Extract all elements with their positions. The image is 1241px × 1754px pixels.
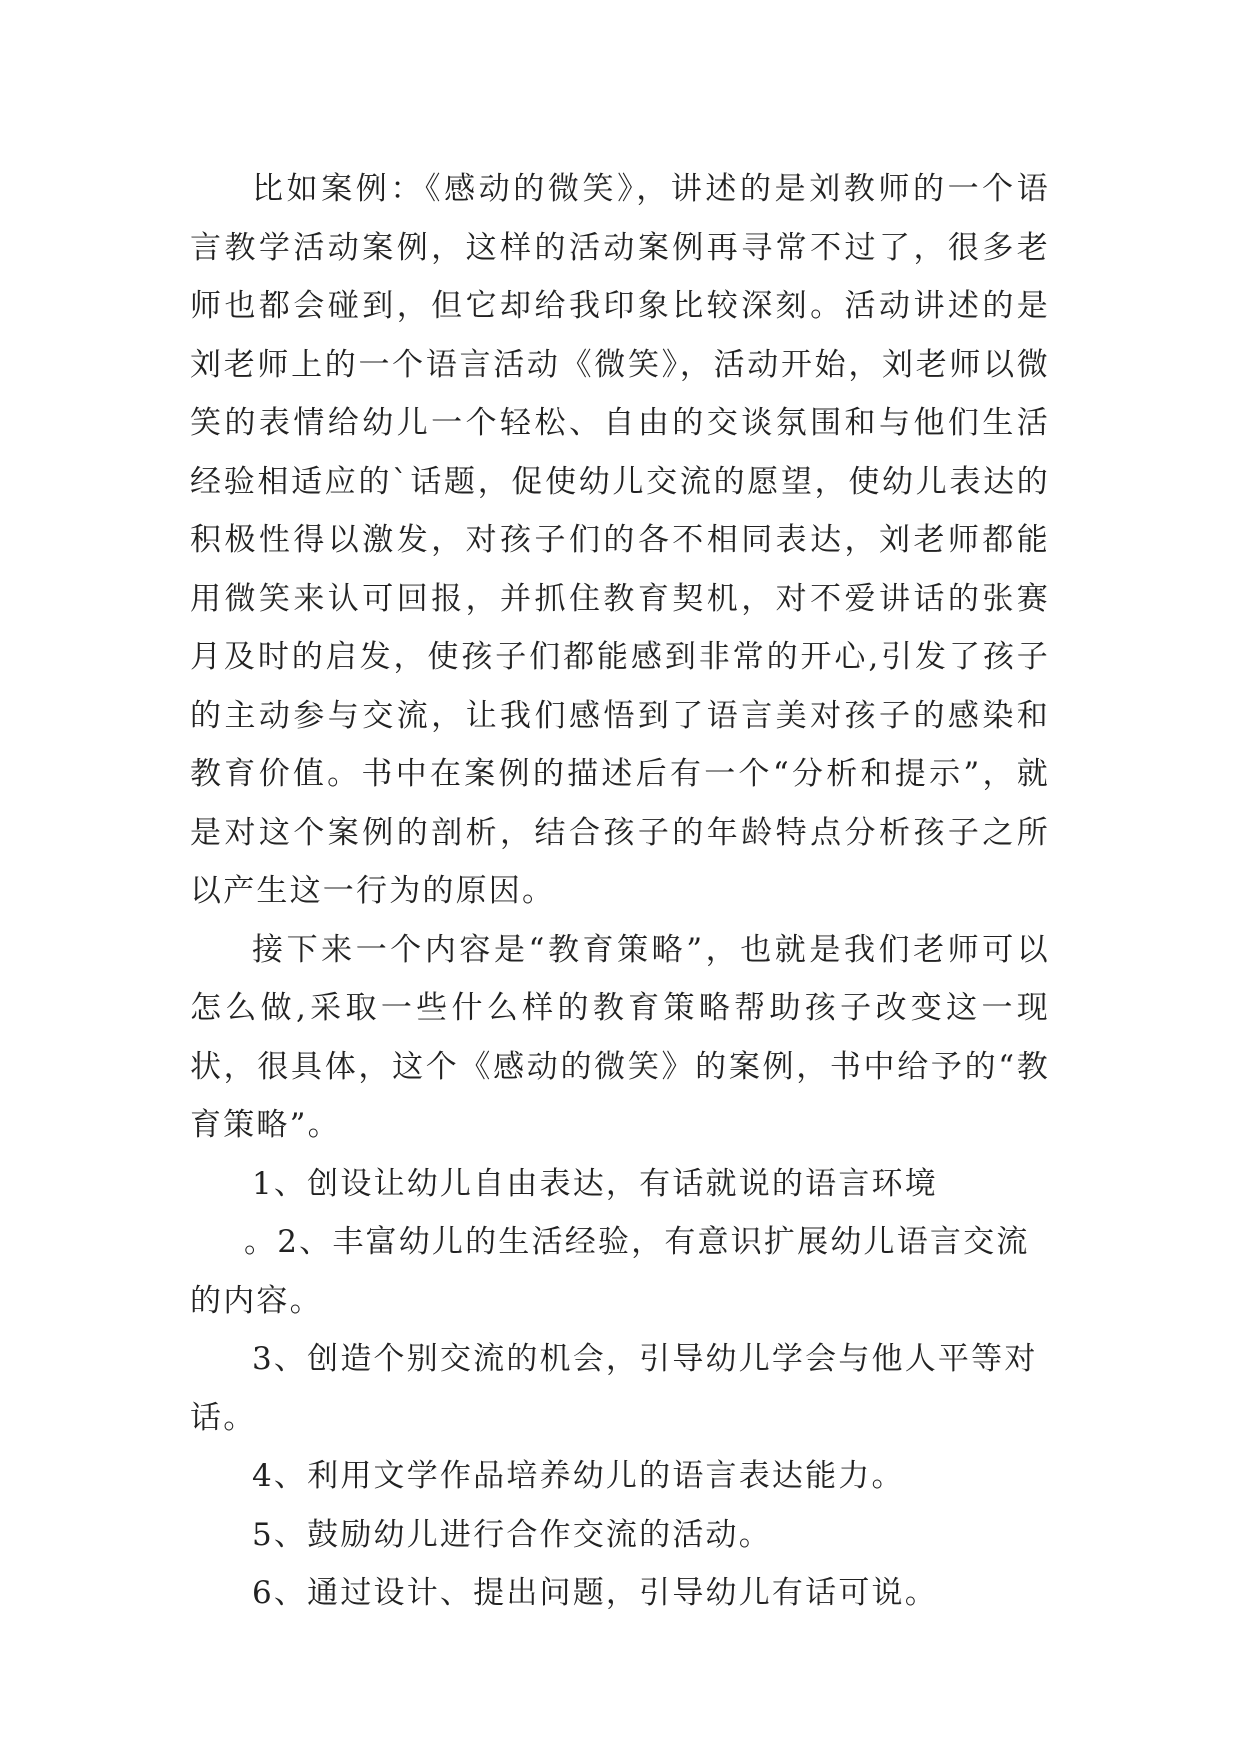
strategy-item-2: 。2、丰富幼儿的生活经验，有意识扩展幼儿语言交流的内容。 [190,1224,1030,1319]
strategy-item-1: 1、创设让幼儿自由表达，有话就说的语言环境 [252,1165,938,1202]
strategy-item-6: 6、通过设计、提出问题，引导幼儿有话可说。 [252,1575,938,1611]
strategy-item-4: 4、利用文学作品培养幼儿的语言表达能力。 [252,1458,905,1494]
paragraph-case-description: 比如案例：《感动的微笑》，讲述的是刘教师的一个语言教学活动案例，这样的活动案例再寻常不过了，很多老师也都会碰到，但它却给我印象比较深刻。活动讲述的是刘老师上的一个语言活动《微笑》，活动开始，刘老师以微笑的表情给幼儿一个轻松、自由的交谈氛围和与他们生活经验相适应的`话题，促使幼儿交流的愿望，使幼儿表达的积极性得以激发，对孩子们的各不相同表达，刘老师都能用微笑来认可回报，并抓住教育契机，对不爱讲话的张赛月及时的启发，使孩子们都能感到非常的开心,引发了孩子的主动参与交流，让我们感悟到了语言美对孩子的感染和教育价值。书中在案例的描述后有一个“分析和提示”，就是对这个案例的剖析，结合孩子的年龄特点分析孩子之所以产生这一行为的原因。 [190,171,1050,909]
paragraph-education-strategy: 接下来一个内容是“教育策略”，也就是我们老师可以怎么做,采取一些什么样的教育策略帮助孩子改变这一现状，很具体，这个《感动的微笑》的案例，书中给予的“教育策略”。 [190,931,1050,1143]
document-body [190,160,1050,1623]
strategy-item-3: 3、创造个别交流的机会，引导幼儿学会与他人平等对话。 [190,1341,1038,1436]
strategy-item-5: 5、鼓励幼儿进行合作交流的活动。 [252,1516,772,1553]
